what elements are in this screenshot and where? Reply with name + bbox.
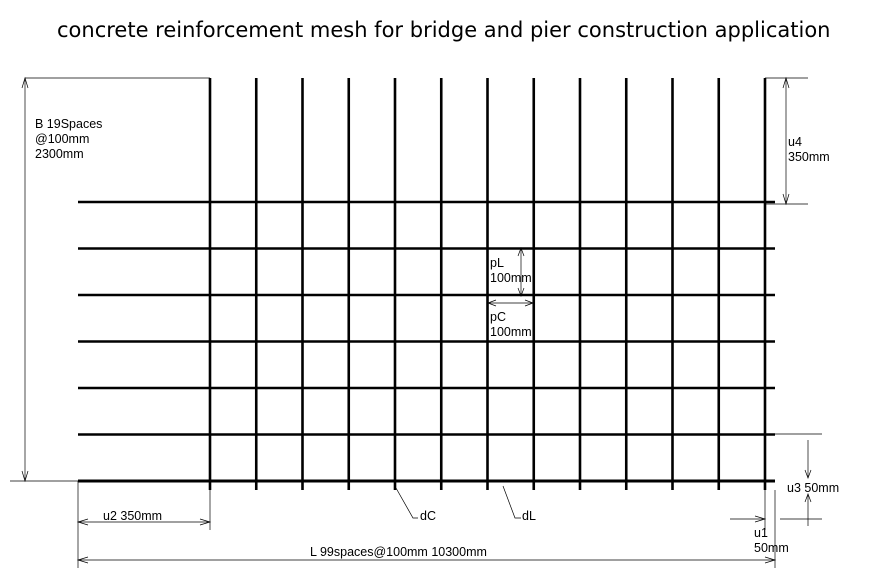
dc-leader [396, 488, 418, 518]
dc-label: dC [420, 509, 436, 523]
l-length-label: L 99spaces@100mm 10300mm [310, 545, 487, 559]
u4-label: u4 350mm [788, 135, 830, 164]
dimension-lines [10, 78, 822, 568]
diagram-title: concrete reinforcement mesh for bridge and pier construction application [57, 18, 831, 42]
rebar-mesh [78, 78, 775, 490]
dl-label: dL [522, 509, 536, 523]
u2-label: u2 350mm [103, 509, 163, 523]
u1-label: u1 50mm [754, 526, 789, 555]
pc-label: pC 100mm [490, 310, 532, 339]
pl-label: pL 100mm [490, 256, 532, 285]
u3-label: u3 50mm [787, 481, 840, 495]
dl-leader [503, 486, 521, 518]
b-width-label: B 19Spaces @100mm 2300mm [35, 117, 103, 161]
